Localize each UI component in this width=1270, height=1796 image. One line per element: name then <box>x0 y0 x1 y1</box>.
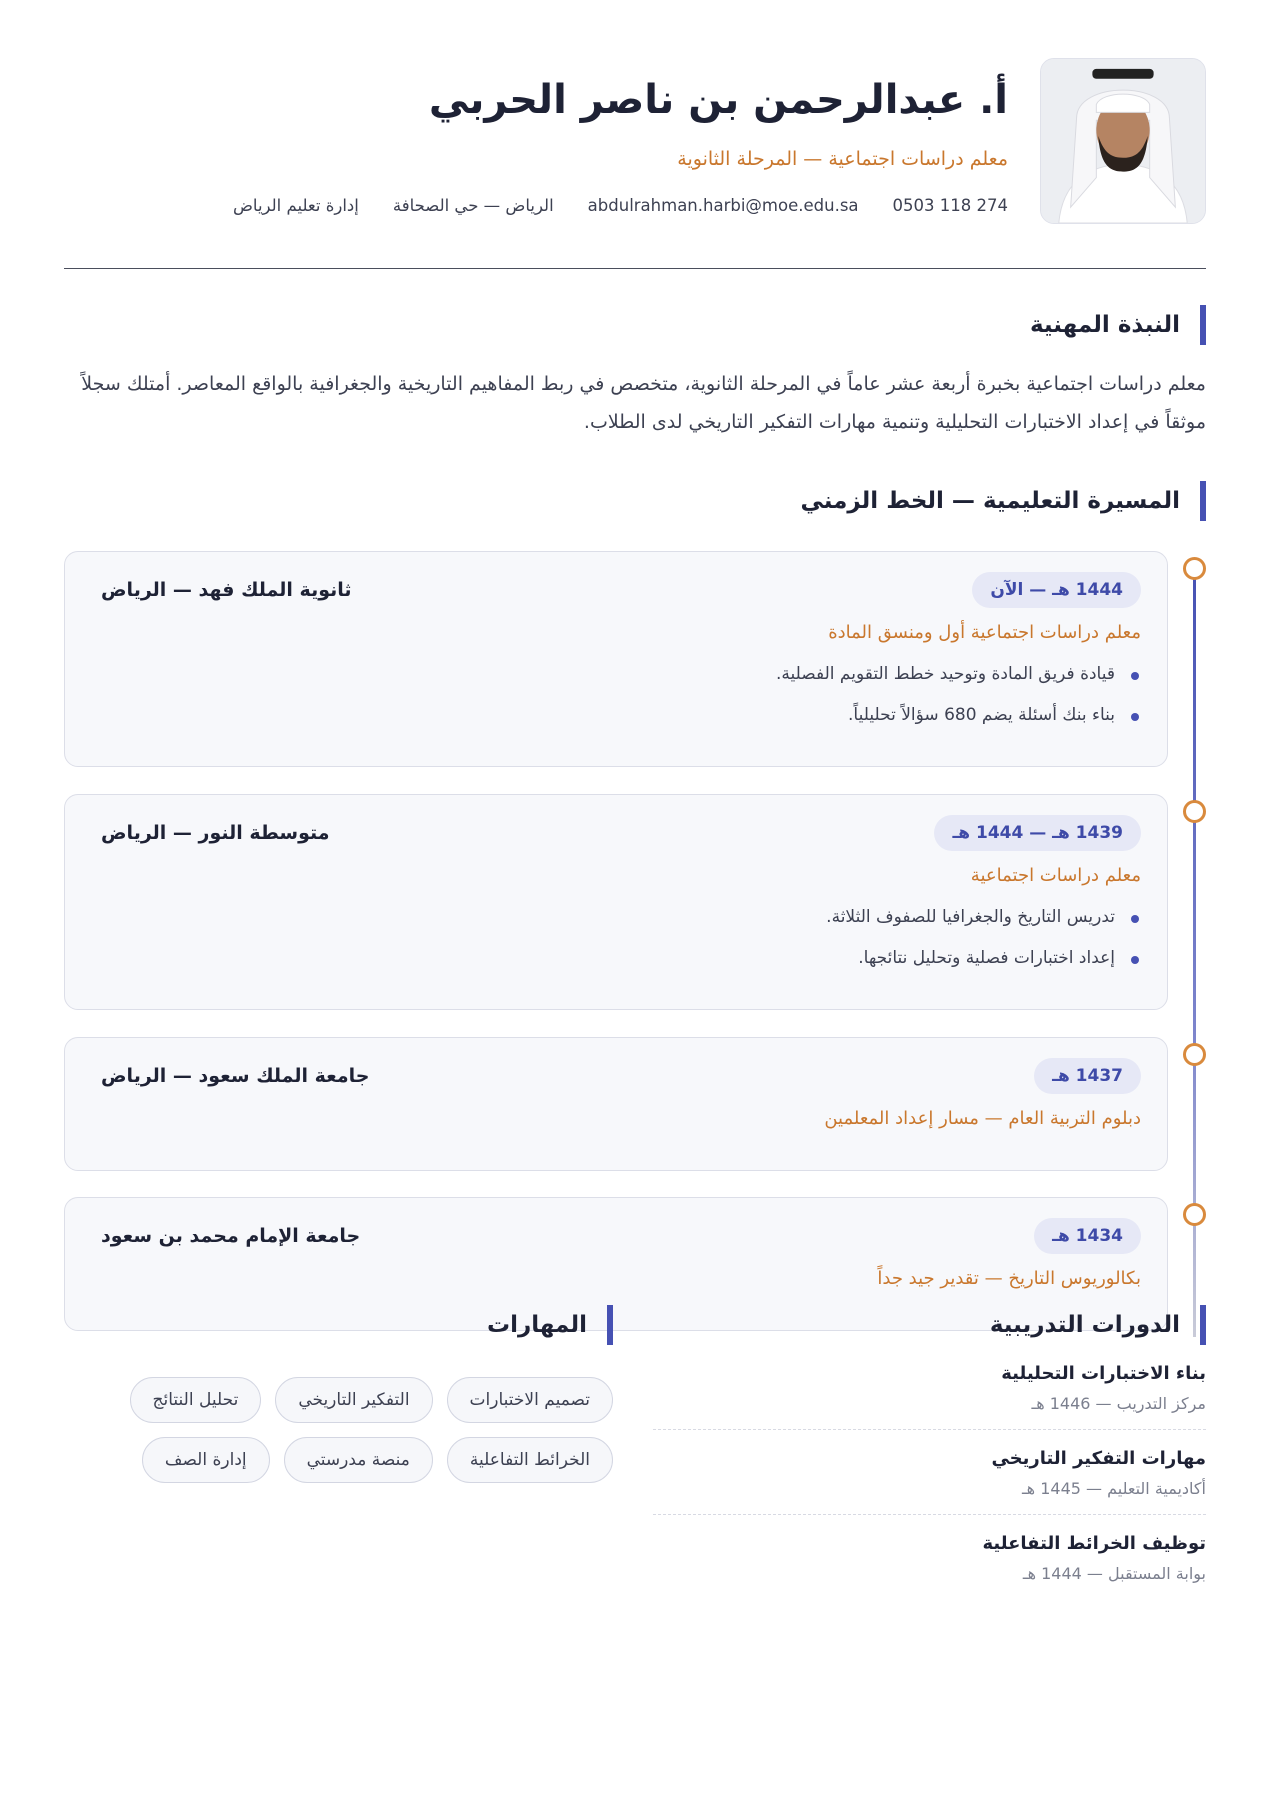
skill-chip: الخرائط التفاعلية <box>447 1437 613 1483</box>
skills-section <box>64 1305 613 1599</box>
achievement-item: بناء بنك أسئلة يضم 680 سؤالاً تحليلياً. <box>101 700 1141 741</box>
candidate-name: أ. عبدالرحمن بن ناصر الحربي <box>428 77 1008 123</box>
period-badge: 1444 هـ — الآن <box>972 572 1141 608</box>
bottom-columns <box>64 1305 1206 1599</box>
timeline-marker <box>1183 557 1206 580</box>
contact-department: إدارة تعليم الرياض <box>232 196 359 215</box>
courses-section-title: الدورات التدريبية <box>653 1305 1206 1345</box>
period-badge: 1439 هـ — 1444 هـ <box>934 815 1141 851</box>
profile-photo <box>1040 58 1206 224</box>
period-badge: 1437 هـ <box>1034 1058 1141 1094</box>
achievement-list <box>101 902 1141 984</box>
timeline-card <box>64 551 1168 767</box>
institution-name: جامعة الإمام محمد بن سعود <box>101 1225 361 1247</box>
contact-email[interactable]: abdulrahman.harbi@moe.edu.sa <box>587 196 859 215</box>
contact-location: الرياض — حي الصحافة <box>392 196 554 215</box>
course-title: بناء الاختبارات التحليلية <box>1001 1363 1206 1384</box>
timeline-card <box>64 1037 1168 1171</box>
skill-chip: تصميم الاختبارات <box>447 1377 613 1423</box>
timeline-item <box>64 551 1206 794</box>
summary-text: معلم دراسات اجتماعية بخبرة أربعة عشر عاماً في المرحلة الثانوية، متخصص في ربط المفاهيم التاريخية والجغرافية بالواقع المعاصر. أمتلك سجلاً موثقاً في إعداد الاختبارات التحليلية وتنمية مهارات التفكير التاريخي لدى الطلاب. <box>81 373 1206 433</box>
course-title: توظيف الخرائط التفاعلية <box>982 1533 1206 1554</box>
course-item <box>653 1430 1206 1515</box>
course-item <box>653 1515 1206 1599</box>
position-title: معلم دراسات اجتماعية <box>970 865 1141 886</box>
course-item <box>653 1345 1206 1430</box>
career-timeline <box>64 551 1206 1357</box>
timeline-marker <box>1183 1203 1206 1226</box>
skill-chip: تحليل النتائج <box>130 1377 262 1423</box>
skill-chip: التفكير التاريخي <box>275 1377 432 1423</box>
achievement-item: قيادة فريق المادة وتوحيد خطط التقويم الفصلية. <box>101 659 1141 700</box>
institution-name: جامعة الملك سعود — الرياض <box>101 1065 370 1087</box>
position-title: دبلوم التربية العام — مسار إعداد المعلمين <box>824 1108 1141 1129</box>
courses-section <box>653 1305 1206 1599</box>
skill-chip: إدارة الصف <box>142 1437 270 1483</box>
contact-info <box>64 196 1008 215</box>
avatar-illustration <box>1041 59 1205 223</box>
timeline-marker <box>1183 800 1206 823</box>
course-title: مهارات التفكير التاريخي <box>991 1448 1206 1469</box>
timeline-item <box>64 794 1206 1037</box>
period-badge: 1434 هـ <box>1034 1218 1141 1254</box>
contact-phone[interactable]: 0503 118 274 <box>892 196 1008 215</box>
course-meta: أكاديمية التعليم — 1445 هـ <box>1021 1479 1206 1498</box>
position-title: معلم دراسات اجتماعية أول ومنسق المادة <box>828 622 1141 643</box>
resume-header <box>64 58 1206 223</box>
achievement-item: إعداد اختبارات فصلية وتحليل نتائجها. <box>101 943 1141 984</box>
position-title: بكالوريوس التاريخ — تقدير جيد جداً <box>877 1268 1141 1289</box>
achievement-list <box>101 659 1141 741</box>
institution-name: ثانوية الملك فهد — الرياض <box>101 579 352 601</box>
summary-section-title: النبذة المهنية <box>64 305 1206 345</box>
achievement-item: تدريس التاريخ والجغرافيا للصفوف الثلاثة. <box>101 902 1141 943</box>
course-meta: بوابة المستقبل — 1444 هـ <box>1022 1564 1206 1583</box>
skill-chip: منصة مدرستي <box>284 1437 433 1483</box>
skills-chips <box>64 1377 613 1483</box>
course-meta: مركز التدريب — 1446 هـ <box>1031 1394 1206 1413</box>
timeline-card <box>64 794 1168 1010</box>
timeline-section-title: المسيرة التعليمية — الخط الزمني <box>64 481 1206 521</box>
institution-name: متوسطة النور — الرياض <box>101 822 330 844</box>
timeline-item <box>64 1037 1206 1197</box>
timeline-marker <box>1183 1043 1206 1066</box>
candidate-role: معلم دراسات اجتماعية — المرحلة الثانوية <box>677 148 1008 170</box>
header-divider <box>64 268 1206 269</box>
skills-section-title: المهارات <box>64 1305 613 1345</box>
